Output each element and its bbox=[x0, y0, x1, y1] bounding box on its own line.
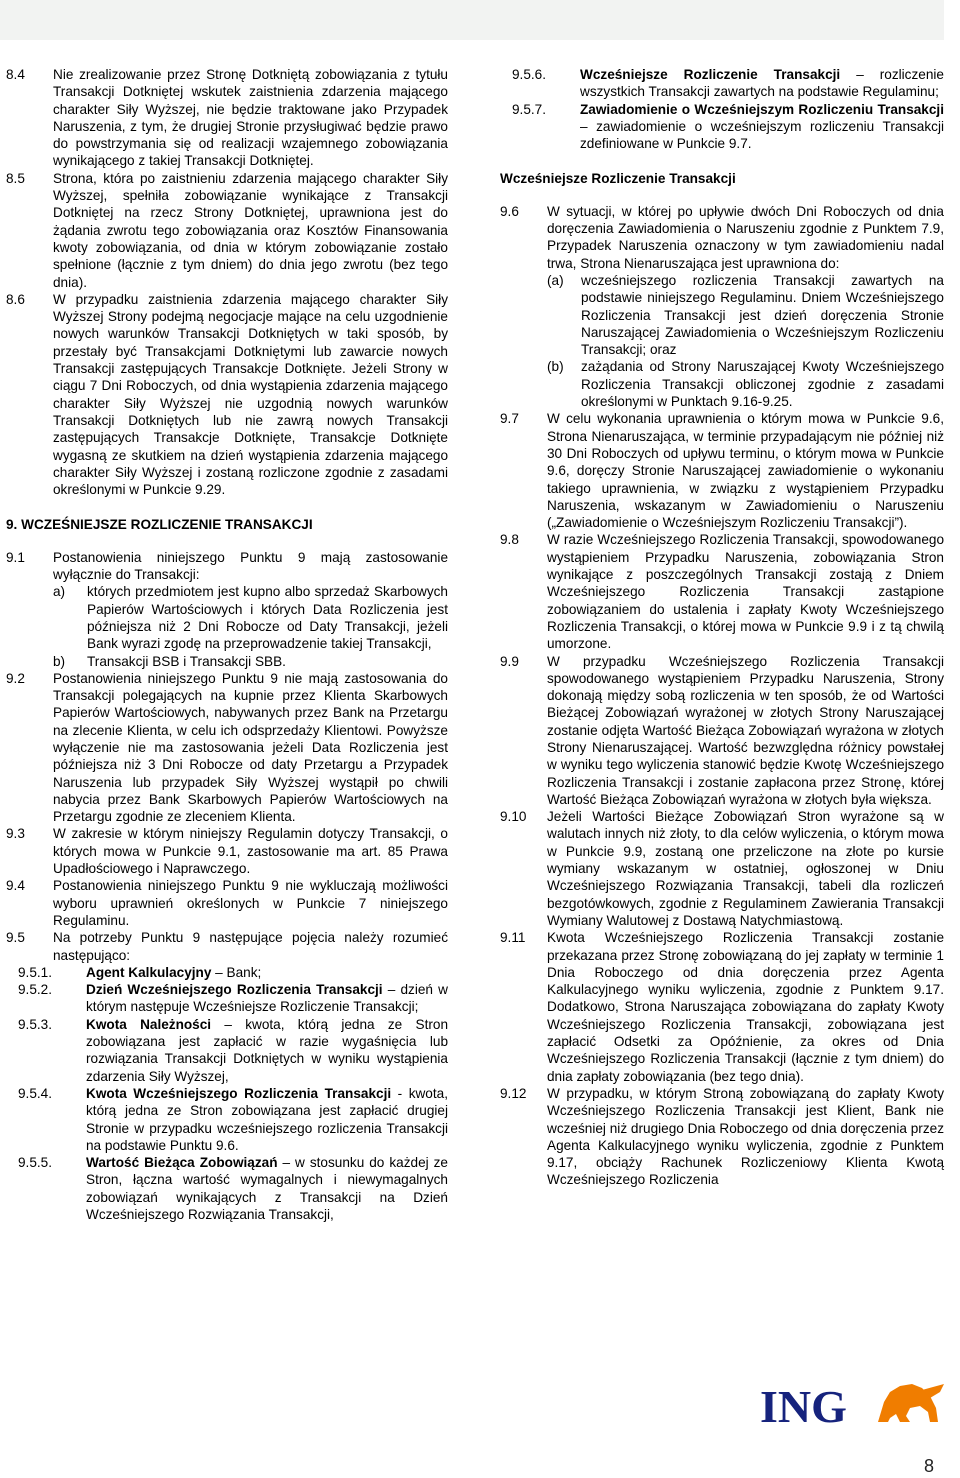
clause-number: 9.6 bbox=[500, 203, 519, 219]
clause-number: 9.4 bbox=[6, 878, 25, 894]
clause-text: W sytuacji, w której po upływie dwóch Dni Roboczych od dnia doręczenia Zawiadomienia o Naruszeniu zgodnie z Punktem 7.9, Przypadek Naruszenia oznaczony w tym zawiadomieniu nadal trwa, Strona Nienaruszająca jest uprawniona do: bbox=[547, 203, 944, 271]
definition-9-5-5 bbox=[18, 1154, 448, 1223]
clause-text: W celu wykonania uprawnienia o którym mowa w Punkcie 9.6, Strona Nienaruszająca, w terminie przypadającym nie później niż 30 Dni Roboczych od upływu terminu, o którym mowa w Punkcie 9.6, doręczy Stronie Naruszającej zawiadomienie o wykonaniu takiego uprawnienia, w związku z wystąpieniem Przypadku Naruszenia, wskazanym w Zawiadomieniu o Naruszeniu („Zawiadomienie o Wcześniejszym Rozliczeniu Transakcji”). bbox=[547, 411, 944, 531]
clause-text: Na potrzeby Punktu 9 następujące pojęcia należy rozumieć następująco: bbox=[53, 930, 448, 963]
clause-9-10 bbox=[500, 808, 944, 929]
definition-body bbox=[86, 1085, 448, 1154]
definition-term: Kwota Wcześniejszego Rozliczenia Transakcji bbox=[86, 1085, 392, 1101]
clause-number: 8.5 bbox=[6, 170, 25, 186]
definition-number: 9.5.3. bbox=[18, 1016, 53, 1032]
clause-9-11 bbox=[500, 929, 944, 1085]
clause-9-1 bbox=[6, 549, 448, 670]
clause-8-5 bbox=[6, 170, 448, 291]
definition-number: 9.5.1. bbox=[18, 964, 53, 980]
clause-body bbox=[53, 549, 448, 670]
clause-text: W zakresie w którym niniejszy Regulamin dotyczy Transakcji, o których mowa w Punkcie 9.1, zastosowanie ma art. 85 Prawa Upadłościowego i Naprawczego. bbox=[53, 826, 448, 877]
clause-number: 8.4 bbox=[6, 67, 25, 82]
definition-9-5-3 bbox=[18, 1016, 448, 1085]
clause-number: 9.3 bbox=[6, 826, 25, 842]
definition-text: – rozliczenie wszystkich Transakcji zawartych na podstawie Regulaminu; bbox=[580, 67, 944, 100]
sub-label: a) bbox=[53, 584, 66, 600]
definition-term: Dzień Wcześniejszego Rozliczenia Transakcji bbox=[86, 982, 383, 998]
clause-number: 9.10 bbox=[500, 809, 527, 825]
clause-9-3 bbox=[6, 825, 448, 877]
definition-body bbox=[86, 981, 448, 1016]
left-column bbox=[6, 66, 448, 1223]
clause-number: 9.7 bbox=[500, 411, 519, 427]
definition-9-5-4 bbox=[18, 1085, 448, 1154]
definition-number: 9.5.5. bbox=[18, 1155, 53, 1171]
sub-text: wcześniejszego rozliczenia Transakcji zawartych na podstawie niniejszego Regulaminu. Dniem Wcześniejszego Rozliczenia Transakcji jest dzień doręczenia Stronie Naruszającej Zawiadomienia o Wcześniejszym Rozliczeniu Transakcji; oraz bbox=[581, 272, 944, 358]
definition-text: – dzień w którym następuje Wcześniejsze Rozliczenie Transakcji; bbox=[86, 982, 448, 1015]
clause-text: W razie Wcześniejszego Rozliczenia Transakcji, spowodowanego wystąpieniem Przypadku Naruszenia, zobowiązania Stron wynikające z poszczególnych Transakcji zostają z Dniem Wcześniejszego Rozliczenia Transakcji zastąpione zobowiązaniem do ustalenia i zapłaty Kwoty Wcześniejszego Rozliczenia Transakcji, o której mowa w Punkcie 9.9 i z tą chwilą umorzone. bbox=[547, 532, 944, 652]
clause-9-5 bbox=[6, 929, 448, 964]
clause-number: 9.1 bbox=[6, 549, 25, 565]
definition-term: Wartość Bieżąca Zobowiązań bbox=[86, 1155, 278, 1171]
clause-text: Postanowienia niniejszego Punktu 9 mają zastosowanie wyłącznie do Transakcji: bbox=[53, 549, 448, 583]
sub-item-a bbox=[547, 272, 944, 358]
definition-body bbox=[580, 101, 944, 153]
clause-9-4 bbox=[6, 877, 448, 929]
clause-9-7 bbox=[500, 410, 944, 531]
page-number: 8 bbox=[924, 1456, 935, 1476]
definition-text: – w stosunku do każdej ze Stron, łączna wartość wymagalnych i niewymagalnych zobowiązań wynikających z Transakcji na Dzień Wcześniejszego Rozwiązania Transakcji, bbox=[86, 1155, 448, 1222]
definition-9-5-6 bbox=[512, 66, 944, 101]
definition-9-5-2 bbox=[18, 981, 448, 1016]
definition-number: 9.5.6. bbox=[512, 67, 547, 82]
clause-text: Jeżeli Wartości Bieżące Zobowiązań Stron wyrażone są w walutach innych niż złoty, to dla celów wyliczenia, o którym mowa w Punkcie 9.9, zostaną one przeliczone na złote po kursie wymiany wskazanym w ostatniej, ogłoszonej w Dniu Wcześniejszego Rozwiązania Transakcji, tabeli dla rozliczeń bezgotówkowych, zgodnie z Regulaminem Zawierania Transakcji Wymiany Walutowej z Dostawą Natychmiastową. bbox=[547, 809, 944, 928]
definition-body bbox=[580, 66, 944, 101]
definition-term: Wcześniejsze Rozliczenie Transakcji bbox=[580, 67, 841, 82]
sub-text: Transakcji BSB i Transakcji SBB. bbox=[87, 653, 286, 669]
definition-text: – Bank; bbox=[211, 964, 262, 980]
clause-number: 8.6 bbox=[6, 291, 25, 307]
sub-label: (a) bbox=[547, 272, 564, 288]
sub-text: zażądania od Strony Naruszającej Kwoty Wcześniejszego Rozliczenia Transakcji obliczonej zgodnie z zasadami określonymi w Punktach 9.16-9.25. bbox=[581, 359, 944, 410]
definition-body bbox=[86, 1154, 448, 1223]
clause-text: W przypadku zaistnienia zdarzenia mającego charakter Siły Wyższej Strony podejmą negocjacje mające na celu uzgodnienie nowych warunków Transakcji Dotkniętych w taki sposób, by przestały być Transakcjami Dotkniętymi lub zawarcie nowych Transakcji zastępujących Transakcje Dotknięte. Jeżeli Strony w ciągu 7 Dni Roboczych, od dnia wystąpienia zdarzenia mającego charakter Siły Wyższej nie uzgodnią nowych warunków Transakcji Dotkniętych lub nie zawrą nowych Transakcji zastępujących Transakcje Dotknięte, Transakcje Dotknięte wygasną ze skutkiem na dzień wystąpienia zdarzenia mającego charakter Siły Wyższej i zostaną rozliczone zgodnie z zasadami określonymi w Punkcie 9.29. bbox=[53, 291, 448, 498]
definition-text: – kwota, którą jedna ze Stron zobowiązana jest zapłacić w razie wygaśnięcia lub rozwiązania Transakcji Dotkniętych w wyniku wystąpienia zdarzenia Siły Wyższej, bbox=[86, 1016, 448, 1084]
definition-term: Agent Kalkulacyjny bbox=[86, 964, 212, 980]
definition-body bbox=[86, 964, 448, 981]
clause-9-9 bbox=[500, 653, 944, 809]
definition-term: Kwota Należności bbox=[86, 1016, 212, 1032]
clause-number: 9.5 bbox=[6, 930, 25, 946]
sub-text: których przedmiotem jest kupno albo sprzedaż Skarbowych Papierów Wartościowych i których Data Rozliczenia jest późniejsza niż 2 Dni Robocze od Daty Transakcji, jeżeli Bank wyrazi zgodę na przeprowadzenie takiej Transakcji, bbox=[87, 584, 448, 652]
clause-text: Strona, która po zaistnieniu zdarzenia mającego charakter Siły Wyższej, spełniła zobowiązanie wynikające z Transakcji Dotkniętej na rzecz Strony Dotkniętej, uprawniona jest do żądania zwrotu tego zobowiązania oraz Kosztów Finansowania kwoty zobowiązania, od dnia w którym zobowiązanie zostało spełnione (łącznie z tym dniem) do dnia jego zwrotu (bez tego dnia). bbox=[53, 170, 448, 290]
clause-number: 9.2 bbox=[6, 670, 25, 686]
definition-number: 9.5.4. bbox=[18, 1085, 53, 1101]
clause-text: W przypadku Wcześniejszego Rozliczenia Transakcji spowodowanego wystąpieniem Przypadku Naruszenia, Strony dokonają między sobą rozliczenia w ten sposób, że od Wartości Bieżącej Zobowiązań wyrażonej w złotych Strony Naruszającej zostanie odjęta Wartość Bieżąca Zobowiązań wyrażona w złotych Strony Nienaruszającej. Wartość bezwzględna różnicy powstałej w wyniku tego wyliczenia stanowić będzie Kwotę Wcześniejszego Rozliczenia Transakcji i zostanie zapłacona przez Stronę, której Wartość Bieżąca Zobowiązań wyrażona w złotych była większa. bbox=[547, 653, 944, 807]
subheading: Wcześniejsze Rozliczenie Transakcji bbox=[500, 171, 736, 187]
clause-text: Nie zrealizowanie przez Stronę Dotkniętą zobowiązania z tytułu Transakcji Dotkniętej wskutek zaistnienia zdarzenia mającego charakter Siły Wyższej, nie będzie traktowane jako Przypadek Naruszenia, z tym, że drugiej Stronie przysługiwać będzie prawo do powstrzymania się od realizacji wzajemnego zobowiązania wynikającego z takiej Transakcji Dotkniętej. bbox=[53, 67, 448, 169]
ing-logo bbox=[760, 1378, 946, 1430]
sub-item-b bbox=[53, 653, 448, 670]
definition-text: – zawiadomienie o wcześniejszym rozliczeniu Transakcji zdefiniowane w Punkcie 9.7. bbox=[580, 118, 944, 152]
clause-text: W przypadku, w którym Stroną zobowiązaną do zapłaty Kwoty Wcześniejszego Rozliczenia Transakcji jest Klient, Bank nie wcześniej niż drugiego Dnia Roboczego od dnia doręczenia przez Agenta Kalkulacyjnego wyniku wyliczenia, zgodnie z Punktem 9.17, obciąży Rachunek Rozliczeniowy Klienta Kwotą Wcześniejszego Rozliczenia bbox=[547, 1085, 944, 1188]
top-band bbox=[0, 0, 944, 40]
clause-text: Postanowienia niniejszego Punktu 9 nie mają zastosowania do Transakcji polegających na kupnie przez Klienta Skarbowych Papierów Wartościowych, nabywanych przez Bank na Przetargu na zlecenie Klienta, w celu ich odsprzedaży Klientowi. Powyższe wyłączenie nie ma zastosowania jeżeli Data Rozliczenia jest późniejsza niż 3 Dni Robocze od daty Przetargu a Przypadek Naruszenia lub przypadek Siły Wyższej wystąpił po chwili nabycia przez Bank Skarbowych Papierów Wartościowych na Przetargu zgodnie ze zleceniem Klienta. bbox=[53, 670, 448, 825]
clause-9-6 bbox=[500, 203, 944, 411]
clause-text: Kwota Wcześniejszego Rozliczenia Transakcji zostanie przekazana przez Stronę zobowiązaną do jej zapłaty w terminie 1 Dnia Roboczego od dnia doręczenia przez Agenta Kalkulacyjnego wyniku wyliczenia, zgodnie z Punktem 9.17. Dodatkowo, Strona Naruszająca zobowiązana do zapłaty Kwoty Wcześniejszego Rozliczenia Transakcji, zobowiązana jest zapłacić Odsetki za Opóźnienie, za okres od Dnia Wcześniejszego Rozliczenia Transakcji (łącznie z tym dniem) do dnia zapłaty zobowiązania (bez tego dnia). bbox=[547, 930, 944, 1084]
definition-9-5-1 bbox=[18, 964, 448, 981]
definition-number: 9.5.2. bbox=[18, 982, 53, 998]
sub-item-a bbox=[53, 583, 448, 652]
clause-body bbox=[547, 203, 944, 411]
definition-9-5-7 bbox=[512, 101, 944, 153]
clause-text: Postanowienia niniejszego Punktu 9 nie wykluczają możliwości wyboru uprawnień określonych w Punkcie 7 niniejszego Regulaminu. bbox=[53, 878, 448, 928]
definition-body bbox=[86, 1016, 448, 1085]
clause-9-2 bbox=[6, 670, 448, 826]
clause-number: 9.12 bbox=[500, 1085, 527, 1101]
clause-8-4 bbox=[6, 66, 448, 170]
sub-label: b) bbox=[53, 653, 66, 669]
lion-icon bbox=[878, 1384, 944, 1422]
logo-wordmark: ING bbox=[760, 1381, 847, 1430]
sub-label: (b) bbox=[547, 359, 564, 375]
clause-number: 9.11 bbox=[500, 930, 526, 946]
sub-item-b bbox=[547, 358, 944, 410]
clause-9-8 bbox=[500, 531, 944, 652]
section-heading-9: 9. WCZEŚNIEJSZE ROZLICZENIE TRANSAKCJI bbox=[6, 517, 313, 533]
right-column bbox=[500, 66, 944, 1189]
clause-9-12 bbox=[500, 1085, 944, 1189]
definition-text: - kwota, którą jedna ze Stron zobowiązana jest zapłacić drugiej Stronie w przypadku wcześniejszego rozliczenia Transakcji na podstawie Punktu 9.6. bbox=[86, 1085, 448, 1153]
clause-8-6 bbox=[6, 291, 448, 499]
clause-number: 9.8 bbox=[500, 532, 519, 548]
definition-number: 9.5.7. bbox=[512, 101, 547, 117]
definition-term: Zawiadomienie o Wcześniejszym Rozliczeniu Transakcji bbox=[580, 101, 944, 117]
clause-number: 9.9 bbox=[500, 653, 519, 669]
